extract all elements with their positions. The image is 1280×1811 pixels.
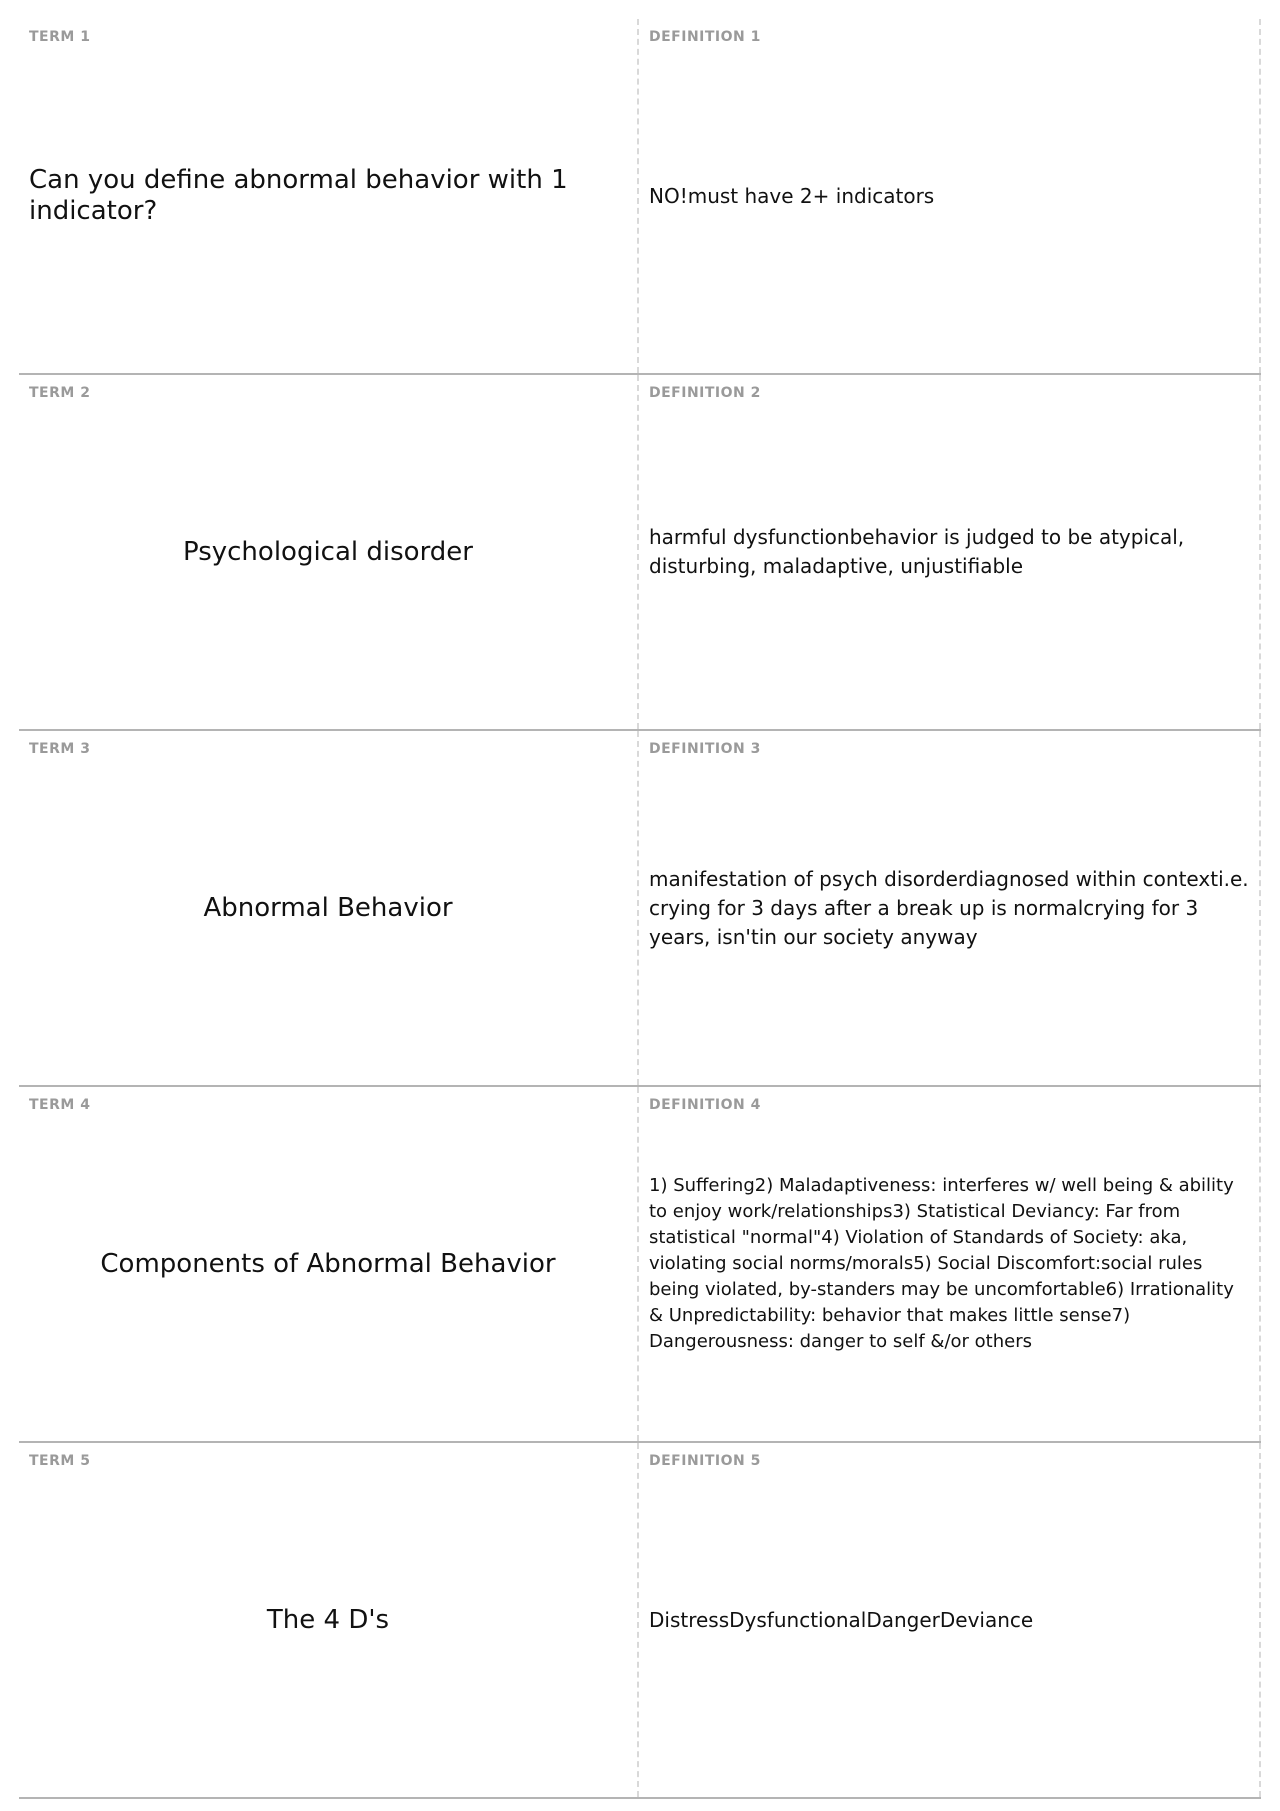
term-text: Can you define abnormal behavior with 1 indicator? xyxy=(29,165,568,226)
definition-label: DEFINITION 2 xyxy=(649,385,761,401)
term-text: Psychological disorder xyxy=(182,536,473,567)
term-text: Components of Abnormal Behavior xyxy=(100,1248,556,1279)
term-cell xyxy=(19,731,639,1085)
definition-label: DEFINITION 3 xyxy=(649,741,761,757)
term-cell xyxy=(19,1443,639,1797)
term-cell xyxy=(19,375,639,729)
flashcard-row xyxy=(19,731,1261,1087)
definition-label: DEFINITION 5 xyxy=(649,1453,761,1469)
definition-text: 1) Suffering2) Maladaptiveness: interferes w/ well being & ability to enjoy work/relationships3) Statistical Deviancy: Far from statistical "normal"4) Violation of Standards of Society: aka, violating social norms/morals5) Social Discomfort:social rules being violated, by-standers may be uncomfortable6) Irrationality & Unpredictability: behavior that makes little sense7) Dangerousness: danger to self &/or others xyxy=(649,1175,1234,1352)
definition-text: harmful dysfunctionbehavior is judged to be atypical, disturbing, maladaptive, unjustifiable xyxy=(649,525,1185,578)
definition-text-container xyxy=(649,1443,1249,1797)
definition-text: NO!must have 2+ indicators xyxy=(649,183,935,208)
definition-text: manifestation of psych disorderdiagnosed within contexti.e. crying for 3 days after a break up is normalcrying for 3 years, isn'tin our society anyway xyxy=(649,866,1249,949)
definition-text-container xyxy=(649,731,1249,1085)
term-text: The 4 D's xyxy=(266,1604,390,1635)
flashcard-row xyxy=(19,1087,1261,1443)
definition-cell xyxy=(639,19,1261,373)
term-text: Abnormal Behavior xyxy=(203,892,453,923)
term-label: TERM 3 xyxy=(29,741,91,757)
definition-text: DistressDysfunctionalDangerDeviance xyxy=(649,1607,1034,1632)
flashcard-row xyxy=(19,1443,1261,1799)
term-text-container xyxy=(29,1443,627,1797)
term-text-container xyxy=(29,375,627,729)
term-cell xyxy=(19,19,639,373)
flashcard-row xyxy=(19,19,1261,375)
term-label: TERM 4 xyxy=(29,1097,91,1113)
definition-text-container xyxy=(649,1087,1249,1441)
definition-label: DEFINITION 4 xyxy=(649,1097,761,1113)
definition-cell xyxy=(639,731,1261,1085)
term-label: TERM 2 xyxy=(29,385,91,401)
flashcard-row xyxy=(19,375,1261,731)
term-text-container xyxy=(29,1087,627,1441)
definition-cell xyxy=(639,1443,1261,1797)
definition-text-container xyxy=(649,375,1249,729)
term-text-container xyxy=(29,19,627,373)
term-cell xyxy=(19,1087,639,1441)
term-label: TERM 5 xyxy=(29,1453,91,1469)
term-label: TERM 1 xyxy=(29,29,91,45)
definition-cell xyxy=(639,375,1261,729)
definition-cell xyxy=(639,1087,1261,1441)
definition-label: DEFINITION 1 xyxy=(649,29,761,45)
definition-text-container xyxy=(649,19,1249,373)
term-text-container xyxy=(29,731,627,1085)
flashcard-sheet xyxy=(19,19,1261,1799)
